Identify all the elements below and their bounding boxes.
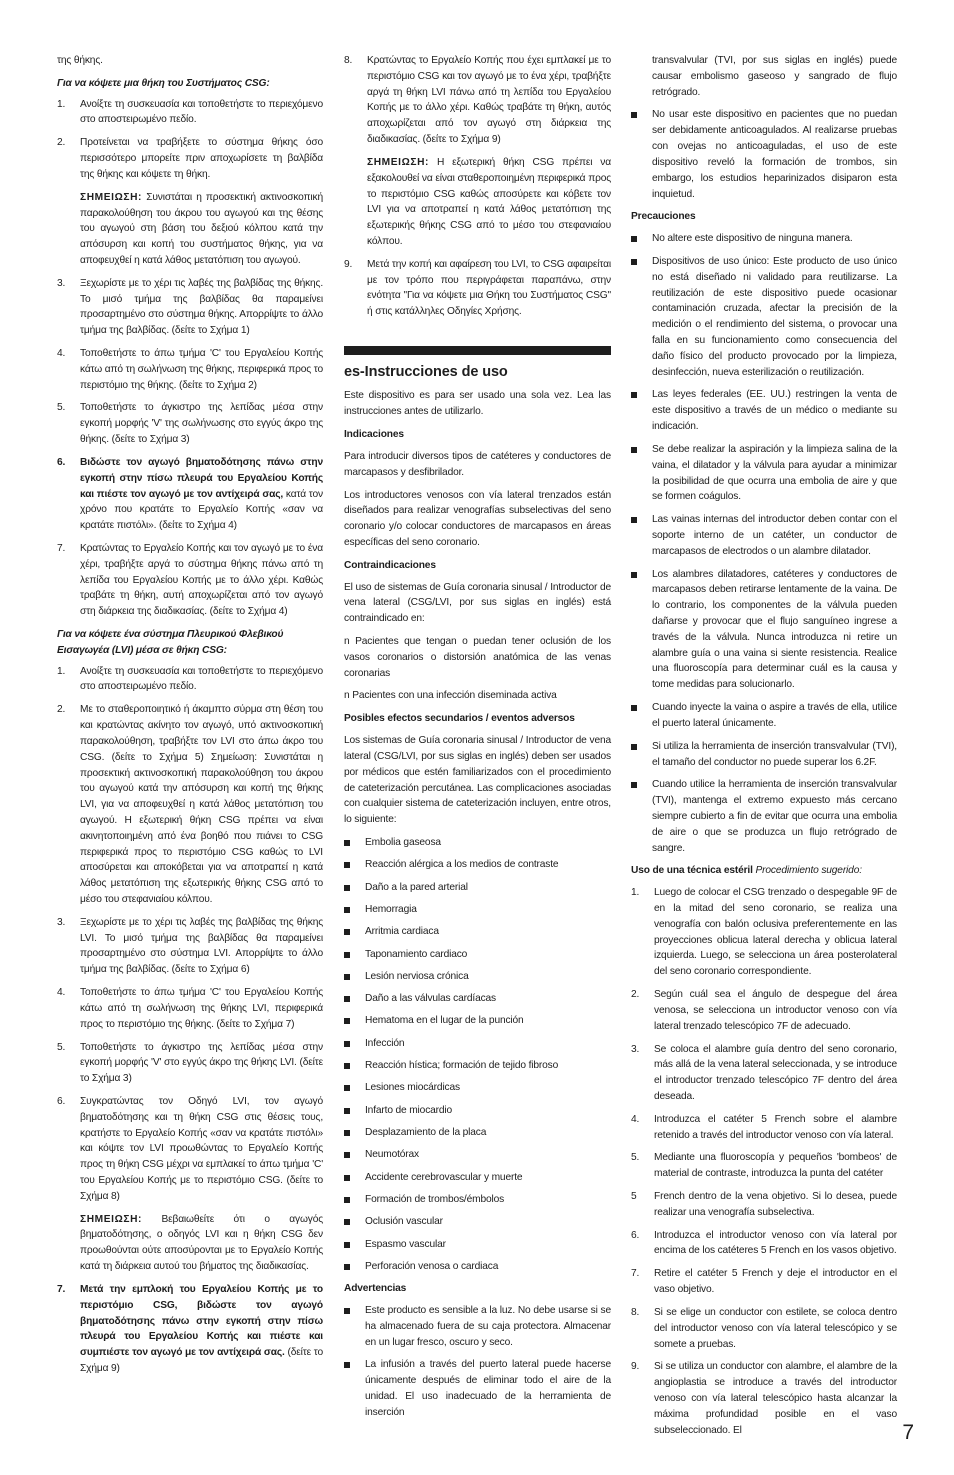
paragraph: n Pacientes que tengan o puedan tener oclusión de los vasos coronarios o distorsión anatómica de las venas coronarias (344, 636, 611, 679)
list-item: Daño a la pared arterial (344, 880, 611, 896)
lvi-steps-list (57, 664, 323, 1377)
list-item: Taponamiento cardiaco (344, 947, 611, 963)
list-item: 5. Τοποθετήστε το άγκιστρο της λεπίδας μέσα στην εγκοπή μορφής 'V' στο εγγύς άκρο της θήκης LVI. (δείτε το Σχήμα 3) (57, 1041, 323, 1085)
list-item: 5. Mediante una fluoroscopía y pequeños 'bombeos' de material de contraste, introduzca la punta del catéter (631, 1152, 897, 1180)
bullet-square-icon (344, 840, 350, 846)
bullet-square-icon (344, 907, 350, 913)
bullet-square-icon (344, 1197, 350, 1203)
bullet-square-icon (344, 929, 350, 935)
list-item: 1. Ανοίξτε τη συσκευασία και τοποθετήστε το περιεχόμενο στο αποστειρωμένο πεδίο. (57, 98, 323, 126)
bullet-square-icon (631, 705, 637, 711)
bullet-square-icon (631, 259, 637, 265)
list-item: La infusión a través del puerto lateral puede hacerse únicamente después de eliminar todo el aire de la unidad. El uso inadecuado de la herramienta de inserción (344, 1357, 611, 1420)
list-item: 8. Κρατώντας το Εργαλείο Κοπής που έχει εμπλακεί με το περιστόμιο CSG και τον αγωγό με το ένα χέρι, τραβήξτε αργά τη θήκη LVI πάνω από τη λεπίδα του Εργαλείου Κοπής με το άλλο χέρι. Καθώς τραβάτε τη θήκη, αυτός αποχωρίζεται από τον αγωγό στη διάρκεια της διαδικασίας. (δείτε το Σχήμα 9) ΣΗΜΕΙΩΣΗ: Η εξωτερική θήκη CSG πρέπει να εξακολουθεί να είναι σταθεροποιημένη περιφερικά προς το περιστόμιο CSG καθώς αποσύρετε και κόβετε τον LVI για να αποτραπεί η κατά λάθος μετατόπιση της εξωτερικής θήκης CSG από το μέσο του στεφανιαίου κόλπου. (344, 53, 611, 250)
bullet-square-icon (631, 572, 637, 578)
bullet-square-icon (631, 447, 637, 453)
list-item: Hemorragia (344, 902, 611, 918)
list-item: 9. Si se utiliza un conductor con alambre, el alambre de la angioplastia se introduce a través del introductor venoso con vía lateral telescópico hasta alcanzar la máxima profundidad posible en el vaso subseleccionado. El (631, 1361, 897, 1436)
bullet-square-icon (344, 1085, 350, 1091)
list-item: Lesiones miocárdicas (344, 1080, 611, 1096)
list-item: Formación de trombos/émbolos (344, 1192, 611, 1208)
efectos-list (344, 835, 611, 1275)
list-item: 4. Τοποθετήστε το άπω τμήμα 'C' του Εργαλείου Κοπής κάτω από τη σωλήνωση της θήκης LVI, περιφερικά προς το περιστόμιο της θήκης. (δείτε το Σχήμα 7) (57, 987, 323, 1030)
list-item: Espasmo vascular (344, 1237, 611, 1253)
column-greek-1 (57, 53, 323, 1384)
bullet-square-icon (344, 1018, 350, 1024)
heading-advertencias: Advertencias (344, 1283, 407, 1295)
bullet-square-icon (631, 392, 637, 398)
list-item: Accidente cerebrovascular y muerte (344, 1170, 611, 1186)
bullet-square-icon (344, 885, 350, 891)
heading-lvi-cut: Για να κόψετε ένα σύστημα Πλευρικού Φλεβικού Εισαγωγέα (LVI) μέσα σε θήκη CSG: (57, 629, 284, 656)
note: ΣΗΜΕΙΩΣΗ: Συνιστάται η προσεκτική ακτινοσκοπική παρακολούθηση του άκρου του αγωγού και της θέσης του αγωγού στη βάση του δεξιού κόλπου κατά την απόσυρση και κοπή του συστήματος θήκης, για να αποφευχθεί η κατά λάθος μετατόπιση του αγωγού. (80, 191, 323, 266)
list-item: Infarto de miocardio (344, 1103, 611, 1119)
list-item: Infección (344, 1036, 611, 1052)
bullet-square-icon (344, 1264, 350, 1270)
list-item: Dispositivos de uso único: Este producto de uso único no está diseñado ni validado para reutilizarse. La reutilización de este dispositivo puede ocasionar contaminación cruzada, afectar la precisión de la medición o el rendimiento del sistema, o provocar una falla en su funcionamiento como consecuencia del daño físico del producto provocado por la limpieza, desinfección, nueva esterilización o reutilización. (631, 254, 897, 381)
bullet-square-icon (344, 1108, 350, 1114)
list-item: Las leyes federales (EE. UU.) restringen la venta de este dispositivo a través de un médico o mediante su indicación. (631, 387, 897, 434)
list-item: Perforación venosa o cardiaca (344, 1259, 611, 1275)
lead-text: της θήκης. (57, 55, 103, 66)
list-item: Lesión nerviosa crónica (344, 969, 611, 985)
bullet-square-icon (344, 1152, 350, 1158)
list-item: 6. Introduzca el introductor venoso con vía lateral por encima de los catéteres 5 French en los vasos objetivo. (631, 1229, 897, 1257)
paragraph: Los sistemas de Guía coronaria sinusal / Introductor de vena lateral (CSG/LVI, por sus siglas en inglés) deben ser usados por médicos que estén familiarizados con el procedimiento de cateterización percutánea. Las complicaciones asociadas con cualquier sistema de cateterización incluyen, entre otros, lo siguiente: (344, 735, 611, 826)
list-item: Daño a las válvulas cardíacas (344, 991, 611, 1007)
list-item: 7. Retire el catéter 5 French y deje el introductor en el vaso objetivo. (631, 1268, 897, 1296)
bullet-square-icon (344, 974, 350, 980)
advertencias-continued (631, 53, 897, 202)
list-item: 1. Ανοίξτε τη συσκευασία και τοποθετήστε το περιεχόμενο στο αποστειρωμένο πεδίο. (57, 665, 323, 693)
list-item: Los alambres dilatadores, catéteres y conductores de marcapasos deben retirarse lentamente de la vaina. De lo contrario, los componentes de la válvula pueden dañarse y provocar que el flujo sanguíneo ingrese a través de la válvula. Nunca introduzca ni retire un alambre guía o una vaina si siente resistencia. Realice una fluoroscopía para determinar cuál es la causa y tome medidas para solucionarlo. (631, 567, 897, 694)
tecnica-steps-list (631, 885, 897, 1438)
list-item: Este producto es sensible a la luz. No debe usarse si se ha almacenado fuera de su caja protectora. Almacenar en un lugar fresco, oscuro y seco. (344, 1303, 611, 1350)
note: ΣΗΜΕΙΩΣΗ: Η εξωτερική θήκη CSG πρέπει να εξακολουθεί να είναι σταθεροποιημένη περιφερικά προς το περιστόμιο CSG καθώς αποσύρετε και κόβετε τον LVI για να αποτραπεί η κατά λάθος μετατόπιση της εξωτερικής θήκης CSG από το μέσο του στεφανιαίου κόλπου. (367, 156, 611, 247)
list-item: 2. Προτείνεται να τραβήξετε το σύστημα θήκης όσο περισσότερο μπορείτε πριν αποχωρίσετε τη βαλβίδα της θήκης και κόψετε τη θήκη. ΣΗΜΕΙΩΣΗ: Συνιστάται η προσεκτική ακτινοσκοπική παρακολούθηση του άκρου του αγωγού και της θέσης του αγωγού στη βάση του δεξιού κόλπου κατά την απόσυρση και κοπή του συστήματος θήκης, για να αποφευχθεί η κατά λάθος μετατόπιση του αγωγού. (57, 135, 323, 269)
list-item: Embolia gaseosa (344, 835, 611, 851)
list-item: Neumotórax (344, 1147, 611, 1163)
list-item-continued: transvalvular (TVI, por sus siglas en inglés) puede causar embolismo gaseoso y sangrado de flujo retrógrado. (652, 55, 897, 98)
precauciones-list (631, 231, 897, 856)
list-item: 1. Luego de colocar el CSG trenzado o despegable 9F de en la mitad del seno coronario, se realiza una venografía con balón oclusiva preferentemente en las proyecciones oblicua lateral derecha y oblicua lateral izquierda. Luego, se selecciona un área posterolateral del seno coronario correspondiente. (631, 887, 897, 978)
column-2 (344, 53, 611, 1428)
list-item: No altere este dispositivo de ninguna manera. (631, 231, 897, 247)
lvi-steps-continued (344, 53, 611, 320)
list-item: 4. Introduzca el catéter 5 French sobre el alambre retenido a través del introductor venoso con vía lateral. (631, 1113, 897, 1141)
csg-steps-list (57, 97, 323, 620)
advertencias-list (344, 1303, 611, 1421)
bullet-square-icon (344, 1130, 350, 1136)
heading-csg-cut: Για να κόψετε μια θήκη του Συστήματος CSG: (57, 77, 270, 89)
list-item: Las vainas internas del introductor deben contar con el soporte interno de un catéter, un conductor de marcapasos de electrodos o un alambre dilatador. (631, 512, 897, 559)
list-item: 7. Κρατώντας το Εργαλείο Κοπής και τον αγωγό με το ένα χέρι, τραβήξτε αργά το σύστημα θήκης πάνω από τη λεπίδα του Εργαλείου Κοπής με το άλλο χέρι. Καθώς τραβάτε τη θήκη, αυτή αποχωρίζεται από τον αγωγό στη διάρκεια της διαδικασίας. (δείτε το Σχήμα 4) (57, 542, 323, 618)
bullet-square-icon (344, 1175, 350, 1181)
bullet-square-icon (344, 1242, 350, 1248)
list-item: 3. Ξεχωρίστε με το χέρι τις λαβές της βαλβίδας της θήκης LVI. Το μισό τμήμα της βαλβίδας θα παραμείνει προσαρτημένο στο σύστημα LVI. Απορρίψτε το άλλο τμήμα της βαλβίδας. (δείτε το Σχήμα 6) (57, 916, 323, 976)
list-item: Hematoma en el lugar de la punción (344, 1013, 611, 1029)
list-item: Si utiliza la herramienta de inserción transvalvular (TVI), el tamaño del conductor no puede superar los 6.2F. (631, 739, 897, 771)
page-number: 7 (902, 1421, 914, 1444)
bullet-square-icon (631, 782, 637, 788)
bullet-square-icon (631, 744, 637, 750)
list-item: Arritmia cardiaca (344, 924, 611, 940)
bullet-square-icon (344, 996, 350, 1002)
heading-efectos: Posibles efectos secundarios / eventos adversos (344, 713, 575, 725)
list-item: 3. Ξεχωρίστε με το χέρι τις λαβές της βαλβίδας της θήκης. Το μισό τμήμα της βαλβίδας θα παραμείνει προσαρτημένο στο σύστημα θήκης. Απορρίψτε το άλλο τμήμα της βαλβίδας. (δείτε το Σχήμα 1) (57, 277, 323, 337)
paragraph: n Pacientes con una infección diseminada activa (344, 690, 557, 702)
section-divider-bar (344, 346, 611, 355)
list-item: 2. Με το σταθεροποιητικό ή άκαμπτο σύρμα στη θέση του και κρατώντας ακίνητο τον αγωγό, υπό ακτινοσκοπική παρακολούθηση, τραβήξτε τον LVI στο άπω άκρο του CSG. (δείτε το Σχήμα 5) Σημείωση: Συνιστάται η προσεκτική ακτινοσκοπική παρακολούθηση του άκρου του αγωγού κατά την απόσυρση και κοπή της θήκης LVI, για να αποφευχθεί η κατά λάθος μετατόπιση του αγωγού. Η εξωτερική θήκη CSG πρέπει να είναι ακινητοποιημένη από ένα βοηθό που πιάνει το CSG περιφερικά προς το περιστόμιο CSG καθώς το LVI αποσύρεται και αποκόβεται για να αποτραπεί η κατά λάθος μετατόπιση της εξωτερικής θήκης CSG από το μέσο του στεφανιαίου κόλπου. (57, 704, 323, 905)
bullet-square-icon (344, 862, 350, 868)
bullet-square-icon (631, 236, 637, 242)
bullet-square-icon (344, 1063, 350, 1069)
list-item: Oclusión vascular (344, 1214, 611, 1230)
list-item: 2. Según cuál sea el ángulo de despegue del área venosa, se selecciona un introductor venoso con vía lateral trenzado telescópico 7F de adecuado. (631, 989, 897, 1032)
list-item: 5. Τοποθετήστε το άγκιστρο της λεπίδας μέσα στην εγκοπή μορφής 'V' της σωλήνωσης στο εγγύς άκρο της θήκης. (δείτε το Σχήμα 3) (57, 402, 323, 446)
list-item: Cuando utilice la herramienta de inserción transvalvular (TVI), mantenga el extremo expuesto más cercano siempre cubierto a fin de evitar que ocurra una embolia de aire o que se produzca un flujo retrógrado de sangre. (631, 777, 897, 856)
bullet-square-icon (344, 1219, 350, 1225)
bullet-square-icon (631, 517, 637, 523)
paragraph: El uso de sistemas de Guía coronaria sinusal / Introductor de vena lateral (CSG/LVI, por sus siglas en inglés) está contraindicado en: (344, 581, 611, 625)
list-item: Reacción alérgica a los medios de contraste (344, 857, 611, 873)
list-item: 8. Si se elige un conductor con estilete, se coloca dentro del introductor venoso con vía lateral telescópico y se somete a pruebas. (631, 1306, 897, 1350)
paragraph: Los introductores venosos con vía lateral trenzados están diseñados para realizar venografías subselectivas del seno coronario y/o colocar conductores de marcapasos en áreas específicas del seno coronario. (344, 489, 611, 548)
intro-text: Este dispositivo es para ser usado una sola vez. Lea las instrucciones antes de utilizarlo. (344, 390, 611, 418)
bullet-square-icon (344, 952, 350, 958)
heading-indicaciones: Indicaciones (344, 429, 404, 441)
list-item: Reacción hística; formación de tejido fibroso (344, 1058, 611, 1074)
list-item: Cuando inyecte la vaina o aspire a través de ella, utilice el puerto lateral únicamente. (631, 700, 897, 732)
list-item: No usar este dispositivo en pacientes que no puedan ser debidamente anticoagulados. Al realizarse pruebas con ovejas no anticoaguladas, el uso de este dispositivo reveló la formación de trombos, sin embargo, los estudios heparinizados disiparon esta inquietud. (631, 107, 897, 202)
bullet-square-icon (344, 1308, 350, 1314)
list-item: 3. Se coloca el alambre guía dentro del seno coronario, más allá de la vena lateral seleccionada, y se introduce el introductor trenzado telescópico 7F dentro del área deseada. (631, 1043, 897, 1102)
bullet-square-icon (344, 1041, 350, 1047)
heading-contraindicaciones: Contraindicaciones (344, 559, 436, 571)
list-item: 4. Τοποθετήστε το άπω τμήμα 'C' του Εργαλείου Κοπής κάτω από τη σωλήνωση της θήκης, περιφερικά προς το περιστόμιο της θήκης. (δείτε το Σχήμα 2) (57, 348, 323, 391)
note: ΣΗΜΕΙΩΣΗ: Βεβαιωθείτε ότι ο αγωγός βηματοδότησης, ο οδηγός LVI και η θήκη CSG δεν προωθούνται ούτε αποσύρονται με το Εργαλείο Κοπής κατά τη διάρκεια αυτού του βήματος της διαδικασίας. (80, 1213, 323, 1273)
bullet-square-icon (344, 1362, 350, 1368)
heading-tecnica: Uso de una técnica estéril Procedimiento sugerido: (631, 865, 862, 877)
list-item: 6. Βιδώστε τον αγωγό βηματοδότησης πάνω στην εγκοπή στην πίσω πλευρά του Εργαλείου Κοπής και πιέστε τον αγωγό με τον αντίχειρά σας, κατά τον χρόνο που κρατάτε το Εργαλείο Κοπής «σαν να κρατάτε πιστόλι». (δείτε το Σχήμα 4) (57, 456, 323, 532)
heading-precauciones: Precauciones (631, 211, 696, 223)
list-item: Se debe realizar la aspiración y la limpieza salina de la vaina, el dilatador y la válvula para ayudar a minimizar la posibilidad de que ocurra una embolia de aire y que se formen coágulos. (631, 442, 897, 505)
list-item: 6. Συγκρατώντας τον Οδηγό LVI, τον αγωγό βηματοδότησης και τη θήκη CSG στις θέσεις τους, κρατήστε το Εργαλείο Κοπής «σαν να κρατάτε πιστόλι» και κόψτε τον LVI προωθώντας το Εργαλείο Κοπής προς τη θήκη CSG μέχρι να εμπλακεί το άπω τμήμα 'C' του Εργαλείου Κοπής με το περιστόμιο CSG. (δείτε το Σχήμα 8) ΣΗΜΕΙΩΣΗ: Βεβαιωθείτε ότι ο αγωγός βηματοδότησης, ο οδηγός LVI και η θήκη CSG δεν προωθούνται ούτε αποσύρονται με το Εργαλείο Κοπής κατά τη διάρκεια αυτού του βήματος της διαδικασίας. (57, 1094, 323, 1275)
list-item: 7. Μετά την εμπλοκή του Εργαλείου Κοπής με το περιστόμιο CSG, βιδώστε τον αγωγό βηματοδότησης πάνω στην εγκοπή στην πίσω πλευρά του Εργαλείου Κοπής και πιέστε και συμπιέστε τον αγωγό με τον αντίχειρά σας. (δείτε το Σχήμα 9) (57, 1283, 323, 1374)
column-3 (631, 53, 897, 1445)
list-item: 5 French dentro de la vena objetivo. Si lo desea, puede realizar una venografía subselectiva. (631, 1191, 897, 1218)
list-item: 9. Μετά την κοπή και αφαίρεση του LVI, το CSG αφαιρείται με τον τρόπο που περιγράφεται παραπάνω, στην ενότητα "Για να κόψετε μια Θήκη του Συστήματος CSG" ή στις κατάλληλες Οδηγίες Χρήσης. (344, 258, 611, 318)
list-item: Desplazamiento de la placa (344, 1125, 611, 1141)
section-title: es-Instrucciones de uso (344, 364, 508, 380)
bullet-square-icon (631, 112, 637, 118)
paragraph: Para introducir diversos tipos de catéteres y conductores de marcapasos y desfibrilador. (344, 450, 611, 478)
